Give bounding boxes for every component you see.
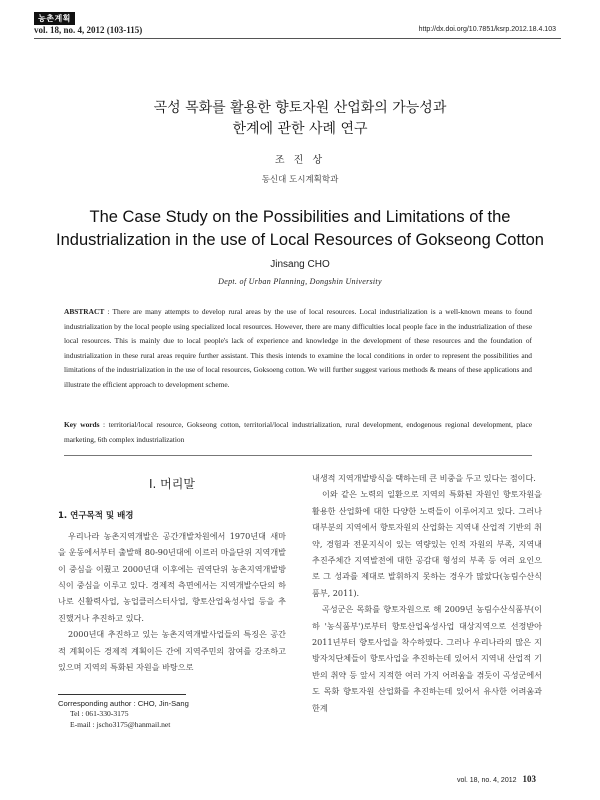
affiliation-english: Dept. of Urban Planning, Dongshin University [218,277,382,286]
title-korean [0,98,600,140]
abstract: ABSTRACT : There are many attempts to develop rural areas by the use of local resources. Local industrialization is a well-known means to found industrialization by the local people using specialized local resources. However, there are many difficulties local people face in the industrialization of these local resources. This is mainly due to local people's lack of experience and knowledge in the development of these resources and the foundation of industrialization in these rural areas require further assistant. This thesis intends to examine the local conditions in order to represent the possibilities and limitations of the industrialization in the use of local resources, Goksoeng cotton. We will further suggest various methods & means of these applications and illustrate the efficient approach to development scheme. [64,307,532,389]
journal-logo: 농촌계획 [34,12,75,25]
corresponding-email[interactable]: E-mail : jscho3175@hanmail.net [70,719,171,729]
abstract-rule [64,455,532,456]
paragraph: 곡성군은 목화를 향토자원으로 해 2009년 농림수산식품부(이하 '농식품부')로부터 향토산업육성사업 대상지역으로 선정받아 2011년부터 향토사업을 착수하였다. 그러나 우리나라의 많은 지방자치단체들이 향토사업을 추진하는데 있어서 지역내 산업적 기반의 취약 등 앞서 지적한 여러 가지 어려움을 겪듯이 곡성군에서도 목화 향토자원 산업화를 추진하는데 있어서 유사한 어려움과 한계 [312,604,542,713]
keywords-text: territorial/local resource, Gokseong cotton, territorial/local industrialization, rural development, endogenous regional development, place marketing, 6th complex industrialization [64,420,533,444]
left-column [58,470,286,675]
author-english: Jinsang CHO [270,259,330,270]
header-rule [34,38,561,39]
corresponding-author-name: Corresponding author : CHO, Jin-Sang [58,699,189,708]
title-korean-line-1: 곡성 목화를 활용한 향토자원 산업화의 가능성과 [153,100,447,116]
keywords-label: Key words [64,420,100,429]
section-heading: I. 머리말 [149,477,195,491]
footnote-rule [58,694,186,695]
abstract-text: There are many attempts to develop rural areas by the use of local resources. Local industrialization is a well-known means to found industrialization by the local people using specialized local resources. However, there are many difficulties local people face in the industrialization of these local resources. This is mainly due to local people's lack of experience and knowledge in the development of these resources and the foundation of industrialization in these rural areas require further assistant. This thesis intends to examine the local conditions in order to represent the possibilities and limitations of the industrialization in the use of local resources, Goksoeng cotton. We will further suggest various methods & means of these applications and illustrate the efficient approach to development scheme. [64,307,532,389]
doi-link[interactable]: http://dx.doi.org/10.7851/ksrp.2012.18.4.103 [418,26,556,33]
affiliation-korean: 동신대 도시계획학과 [261,175,339,185]
footer-issue: vol. 18, no. 4, 2012 [456,777,517,784]
paragraph: 이와 같은 노력의 일환으로 지역의 특화된 자원인 향토자원을 활용한 산업화에 대한 다양한 노력들이 이루어지고 있다. 그러나 대부분의 지역에서 향토자원의 산업화는 지역내 산업적 기반의 취약, 경험과 전문지식이 있는 역량있는 인적 자원의 부족, 지역내 추진주체간 지역발전에 대한 공감대 형성의 부족 등 여러 요인으로 그 성과를 제대로 발휘하지 못하는 경우가 많았다(농림수산식품부, 2011). [312,489,542,598]
keywords: Key words : territorial/local resource, Gokseong cotton, territorial/local industrialization, rural development, endogenous regional development, place marketing, 6th complex industrialization [64,420,533,444]
author-korean: 조 진 상 [274,155,326,166]
corresponding-tel: Tel : 061-330-3175 [70,709,129,719]
title-english-line-1: The Case Study on the Possibilities and Limitations of the [89,208,511,226]
right-column [312,470,542,716]
corresponding-author [58,699,189,730]
page-footer [457,774,536,784]
title-korean-line-2: 한계에 관한 사례 연구 [232,121,368,137]
abstract-label: ABSTRACT [64,307,105,316]
title-english-line-2: Industrialization in the use of Local Resources of Gokseong Cotton [56,231,544,249]
volume-line: vol. 18, no. 4, 2012 (103-115) [34,25,143,35]
paragraph: 내생적 지역개발방식을 택하는데 큰 비중을 두고 있다는 점이다. [312,473,536,483]
page-number: 103 [522,774,536,784]
paragraph: 우리나라 농촌지역개발은 공간개발차원에서 1970년대 새마을 운동에서부터 출발해 80-90년대에 이르러 마을단위 지역개발이 중심을 이뤘고 2000년대 이후에는 권역단위 농촌지역개발방식이 중심을 이루고 있다. 경제적 측면에서는 지역개발수단의 하나로 신활력사업, 농업클러스터사업, 향토산업육성사업 등을 추진했거나 추진하고 있다. [58,530,286,623]
title-english [0,206,600,252]
subsection-heading: 1. 연구목적 및 배경 [58,511,134,522]
paragraph: 2000년대 추진하고 있는 농촌지역개발사업들의 특징은 공간적 계획이든 경제적 계획이든 간에 지역주민의 참여를 강조하고 있으며 지역의 특화된 자원을 바탕으로 [58,629,286,673]
